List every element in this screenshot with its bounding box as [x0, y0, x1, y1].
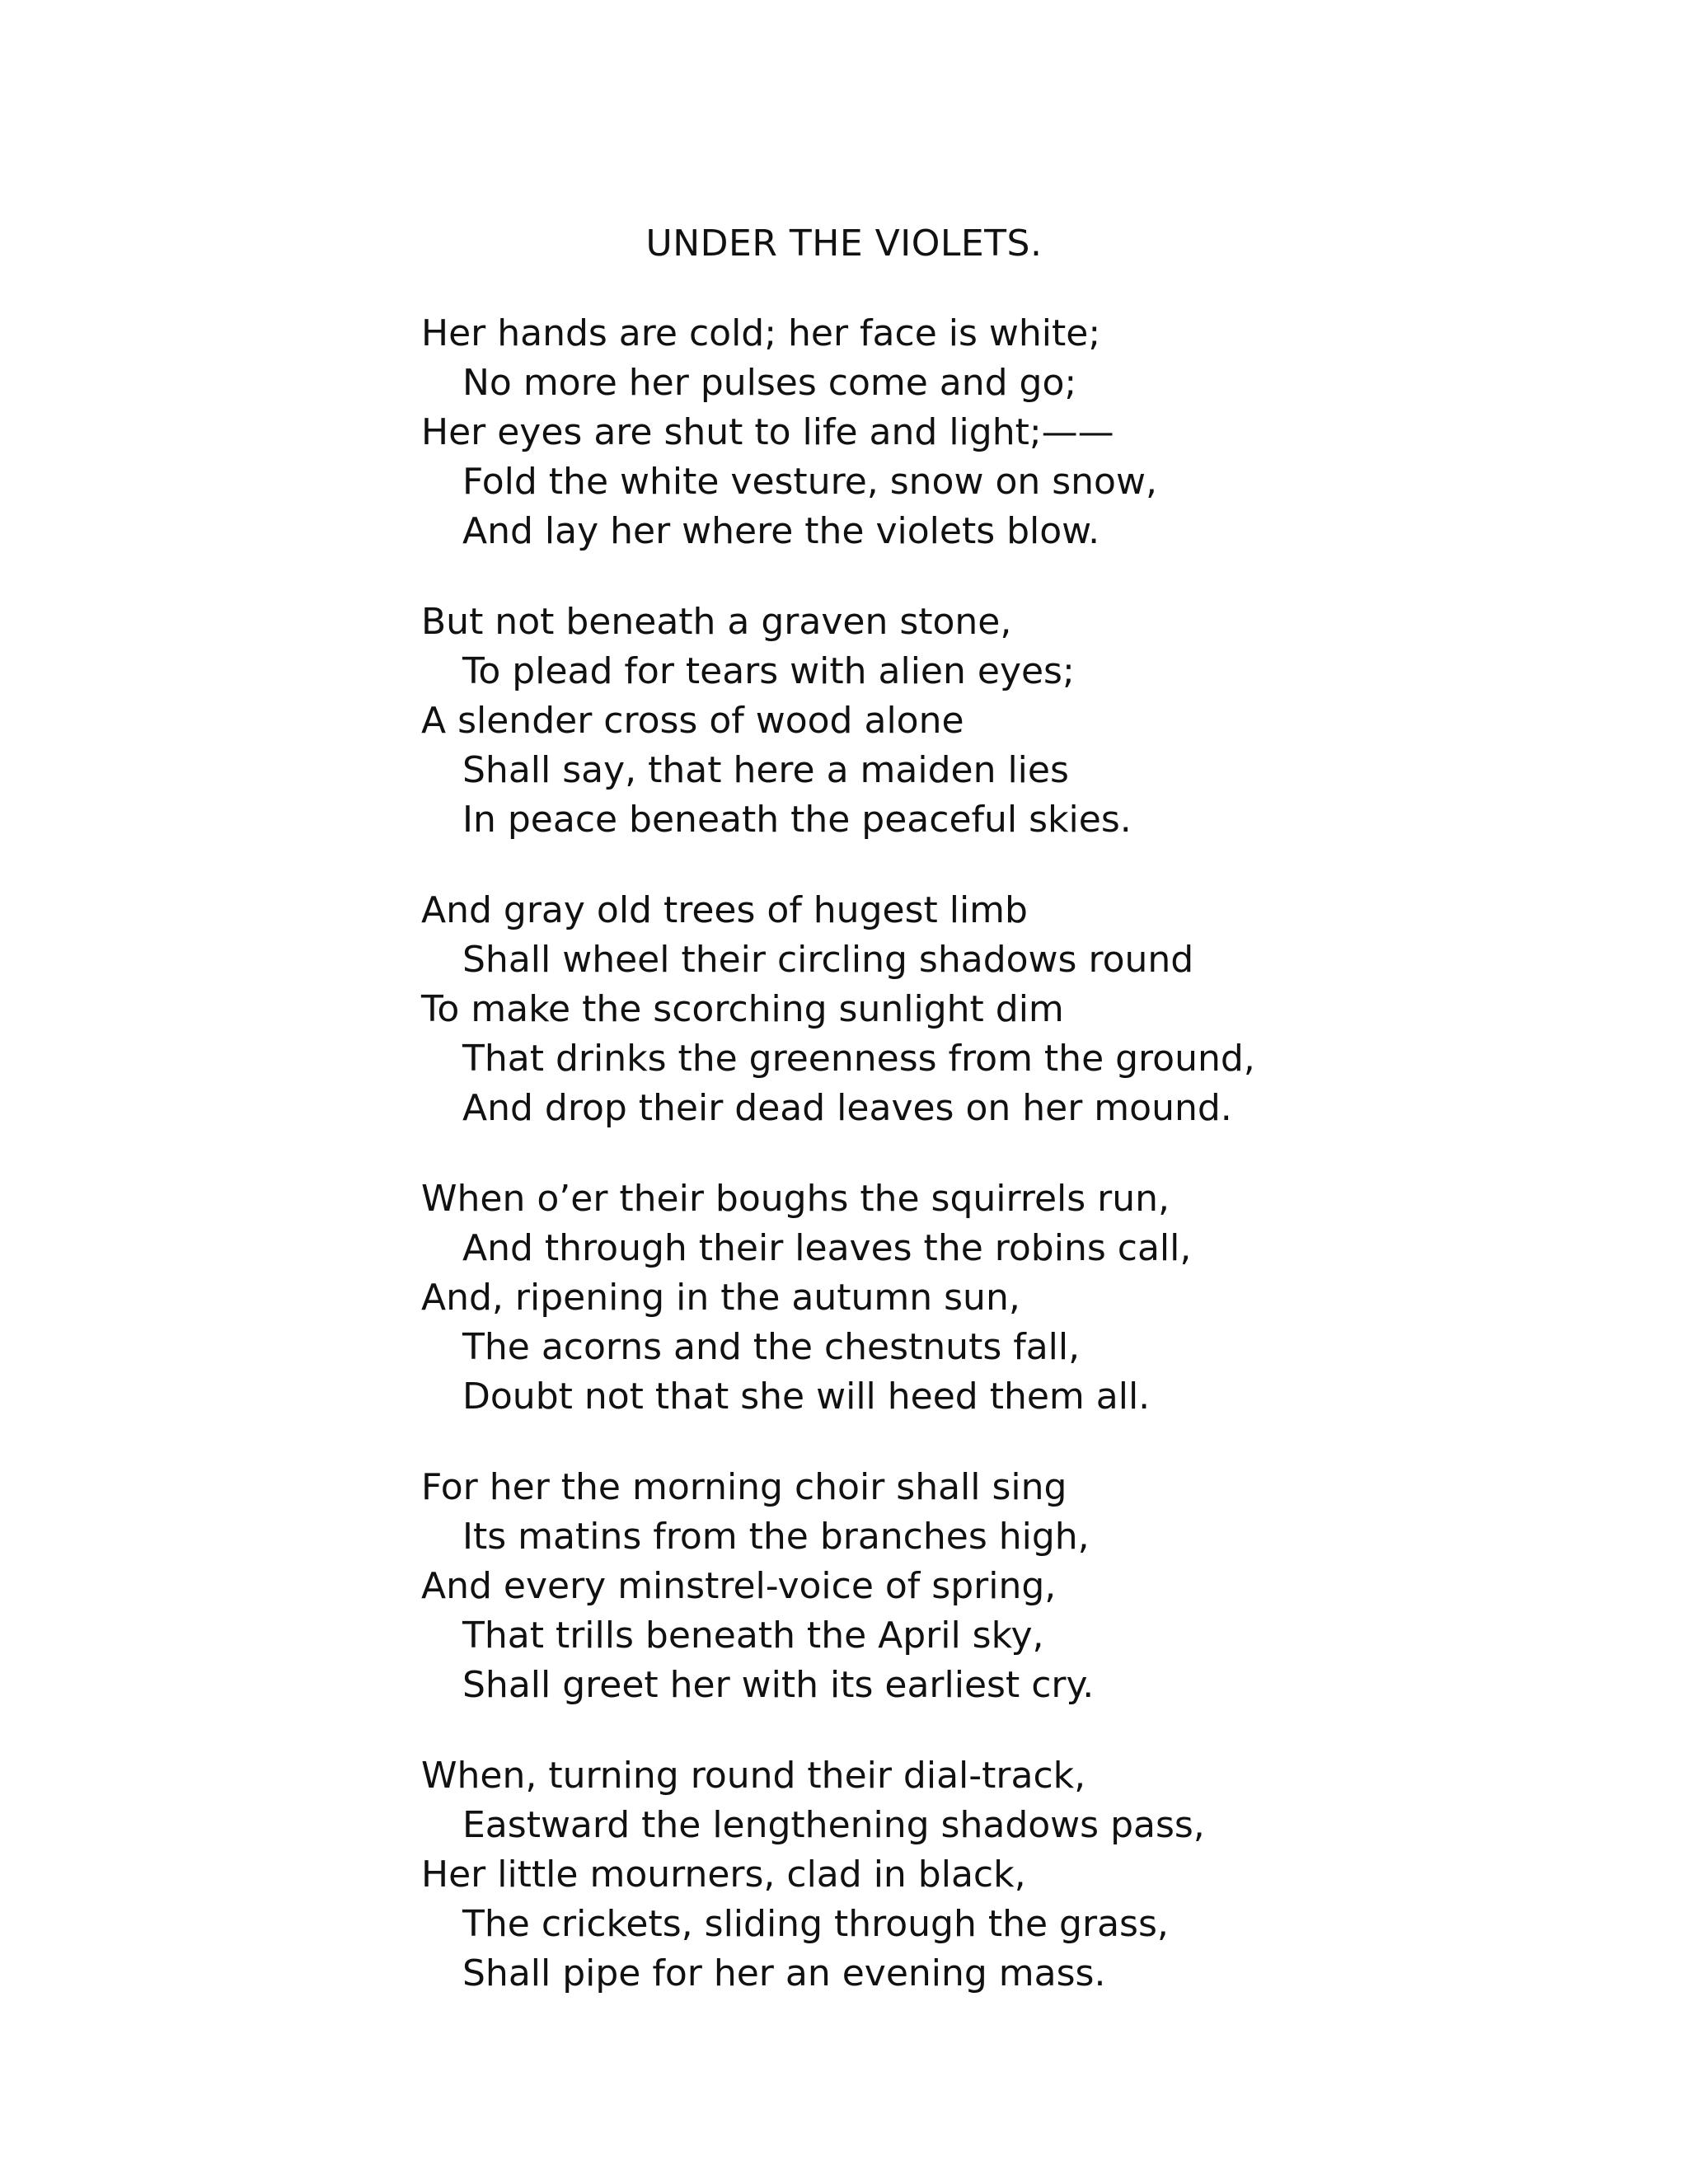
poem-line: That trills beneath the April sky,: [462, 1615, 1044, 1657]
poem-line: To make the scorching sunlight dim: [421, 988, 1064, 1030]
poem-line: Her eyes are shut to life and light;——: [421, 411, 1114, 453]
stanza: [421, 1174, 1410, 1422]
stanza: [421, 1463, 1410, 1710]
poem-line: And, ripening in the autumn sun,: [421, 1277, 1020, 1319]
poem-line: Her little mourners, clad in black,: [421, 1854, 1026, 1896]
poem-line: For her the morning choir shall sing: [421, 1466, 1067, 1508]
stanza: [421, 1751, 1410, 1999]
poem-line: The acorns and the chestnuts fall,: [462, 1326, 1081, 1368]
poem-line: And lay her where the violets blow.: [462, 510, 1100, 552]
poem-line: Shall say, that here a maiden lies: [462, 749, 1069, 791]
poem-line: Her hands are cold; her face is white;: [421, 312, 1101, 354]
poem-line: In peace beneath the peaceful skies.: [462, 799, 1132, 841]
poem-line: Its matins from the branches high,: [462, 1516, 1090, 1558]
poem-line: And every minstrel-voice of spring,: [421, 1565, 1057, 1607]
poem-line: A slender cross of wood alone: [421, 700, 964, 742]
poem-title: UNDER THE VIOLETS.: [645, 223, 1043, 265]
poem-line: When, turning round their dial-track,: [421, 1755, 1086, 1797]
poem-body: [421, 309, 1410, 1994]
stanza: [421, 886, 1410, 1133]
poem-line: The crickets, sliding through the grass,: [462, 1903, 1169, 1945]
poem-line: No more her pulses come and go;: [462, 362, 1077, 404]
poem-line: Shall pipe for her an evening mass.: [462, 1952, 1106, 1994]
poem-line: Shall wheel their circling shadows round: [462, 939, 1194, 981]
poem-line: Eastward the lengthening shadows pass,: [462, 1804, 1205, 1846]
stanza: [421, 598, 1410, 845]
poem-line: And through their leaves the robins call,: [462, 1227, 1192, 1269]
poem-line: And gray old trees of hugest limb: [421, 889, 1028, 931]
stanza: [421, 309, 1410, 556]
poem-line: And drop their dead leaves on her mound.: [462, 1087, 1232, 1129]
poem-line: Shall greet her with its earliest cry.: [462, 1664, 1095, 1706]
poem-line: To plead for tears with alien eyes;: [462, 650, 1075, 692]
poem-line: But not beneath a graven stone,: [421, 601, 1012, 643]
poem-line: Fold the white vesture, snow on snow,: [462, 461, 1157, 503]
poem-line: That drinks the greenness from the ground,: [462, 1038, 1255, 1080]
poem-line: Doubt not that she will heed them all.: [462, 1376, 1151, 1418]
poem-line: When o’er their boughs the squirrels run,: [421, 1178, 1170, 1220]
